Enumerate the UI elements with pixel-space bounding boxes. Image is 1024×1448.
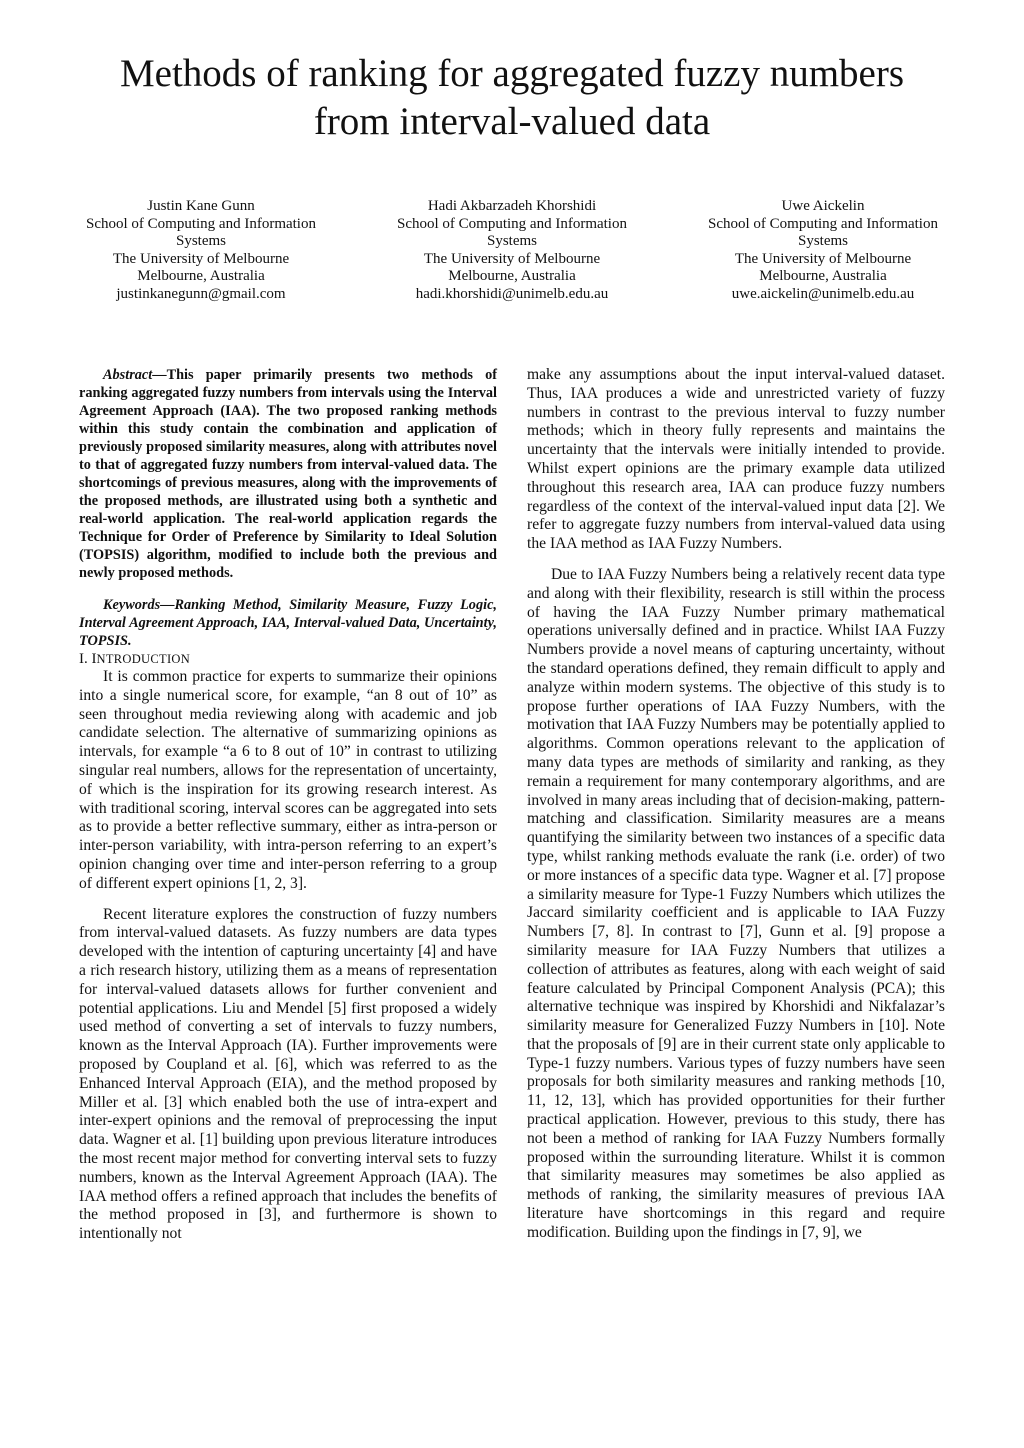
keywords-label: Keywords <box>103 597 161 613</box>
author-dept-cont: Systems <box>175 233 226 250</box>
abstract-label: Abstract <box>103 367 153 383</box>
intro-paragraph-2-cont: make any assumptions about the input interval-valued dataset. Thus, IAA produces a wide and unrestricted variety of fuzzy numbers in contrast to the previous interval to fuzzy number methods; which in theory fully represents and maintains the uncertainty that the intervals were initially intended to provide. Whilst expert opinions are the primary example data utilized throughout this research area, IAA can produce fuzzy numbers regardless of the context of the interval-valued input data [2]. We refer to aggregate fuzzy numbers from interval-valued data using the IAA method as IAA Fuzzy Numbers. <box>527 366 945 553</box>
author-dept: School of Computing and Information <box>708 215 938 232</box>
author-university: The University of Melbourne <box>423 250 601 267</box>
keywords-dash: — <box>160 597 175 613</box>
author-location: Melbourne, Australia <box>759 268 887 285</box>
author-location: Melbourne, Australia <box>137 268 265 285</box>
intro-paragraph-2: Recent literature explores the construction of fuzzy numbers from interval-valued datasets. As fuzzy numbers are data types developed with the intention of capturing uncertainty [4] and have a rich research history, utilizing them as a means of representation for interval-valued datasets allows for further convenient and potential applications. Liu and Mendel [5] first proposed a widely used method of converting a set of intervals to fuzzy numbers, known as the Interval Approach (IA). Further improvements were proposed by Coupland et al. [6], which was referred to as the Enhanced Interval Approach (EIA), and the method proposed by Miller et al. [3] which enabled both the use of intra-expert and inter-expert opinions and the removal of preprocessing the input data. Wagner et al. [1] building upon previous literature introduces the most recent major method for converting interval sets to fuzzy numbers, known as the Interval Agreement Approach (IAA). The IAA method offers a refined approach that includes the benefits of the method proposed in [3], and furthermore is shown to intentionally not <box>79 905 497 1243</box>
abstract-text: This paper primarily presents two methods of ranking aggregated fuzzy numbers from intervals using the Interval Agreement Approach (IAA). The two proposed ranking methods within this study contain the combination and application of previously proposed similarity measures, along with attributes novel to that of aggregated fuzzy numbers from interval-valued data. The shortcomings of previous measures, along with the improvements of the proposed methods, are illustrated using both a synthetic and real-world application. The real-world application regards the Technique for Order of Preference by Similarity to Ideal Solution (TOPSIS) algorithm, modified to include both the previous and newly proposed methods. <box>79 367 497 581</box>
right-column <box>527 366 945 1243</box>
title-line-2: from interval-valued data <box>313 100 711 143</box>
author-block <box>0 198 1024 310</box>
left-column <box>79 366 497 1244</box>
section-title-rest: NTRODUCTION <box>96 652 191 666</box>
author-2 <box>372 198 652 304</box>
author-dept: School of Computing and Information <box>86 215 316 232</box>
intro-paragraph-3: Due to IAA Fuzzy Numbers being a relatively recent data type and along with their flexibility, research is still within the process of having the IAA Fuzzy Number primary mathematical operations universally defined and in practice. Whilst IAA Fuzzy Numbers provide a novel means of capturing uncertainty, without the standard operations defined, they remain difficult to apply and analyze within modern systems. The objective of this study is to propose further operations of IAA Fuzzy Numbers, with the motivation that IAA Fuzzy Numbers may be potentially applied to algorithms. Common operations relevant to the application of many data types are methods of similarity and ranking, as they remain a requirement for many contemporary algorithms, and are involved in many areas including that of decision-making, pattern-matching and classification. Similarity measures are a means quantifying the similarity between two instances of a specific data type, whilst ranking methods evaluate the rank (i.e. order) of two or more instances of a specific data type. Wagner et al. [7] propose a similarity measure for Type-1 Fuzzy Numbers which utilizes the Jaccard similarity coefficient and is applicable to IAA Fuzzy Numbers [7, 8]. In contrast to [7], Gunn et al. [9] propose a similarity measure for IAA Fuzzy Numbers that utilizes a collection of attributes as features, along with each weight of said feature calculated by Principal Component Analysis (PCA); this alternative technique was inspired by Khorshidi and Nikfalazar’s similarity measure for Generalized Fuzzy Numbers in [10]. Note that the proposals of [9] are in their current state only applicable to Type-1 fuzzy numbers. Various types of fuzzy numbers have seen proposals for both similarity measures and ranking methods [10, 11, 12, 13], which has provided opportunities for their further practical application. However, previous to this study, there has not been a method of ranking for IAA Fuzzy Numbers formally proposed within the surrounding literature. Whilst it is common that similarity measures may sometimes be also applied as methods of ranking, the similarity measures of previous IAA literature have shortcomings in this regard and require modification. Building upon the findings in [7, 9], we <box>527 565 945 1241</box>
abstract <box>79 366 497 582</box>
author-university: The University of Melbourne <box>734 250 912 267</box>
author-location: Melbourne, Australia <box>448 268 576 285</box>
author-email: uwe.aickelin@unimelb.edu.au <box>731 285 915 302</box>
abstract-dash: — <box>152 367 167 383</box>
author-email: hadi.khorshidi@unimelb.edu.au <box>415 285 609 302</box>
author-dept-cont: Systems <box>797 233 848 250</box>
section-title-initial: I <box>91 651 97 667</box>
intro-paragraph-1: It is common practice for experts to summarize their opinions into a single numerical score, for example, “an 8 out of 10” as seen throughout media reviewing along with academic and job candidate selection. The alternative of summarizing opinions as intervals, for example “a 6 to 8 out of 10” in contrast to utilizing singular real numbers, allows for the representation of uncertainty, of which is the inspiration for its growing research interest. As with traditional scoring, interval scores can be aggregated into sets as to provide a better reflective summary, either as intra-person or inter-person variability, with intra-person referring to an expert’s opinion changing over time and inter-person referring to a group of different expert opinions [1, 2, 3]. <box>79 668 497 892</box>
paper-title <box>40 50 984 146</box>
author-name: Uwe Aickelin <box>781 198 865 214</box>
author-dept-cont: Systems <box>486 233 537 250</box>
keywords <box>79 596 497 650</box>
author-email: justinkanegunn@gmail.com <box>116 285 286 302</box>
author-1 <box>61 198 341 304</box>
author-name: Justin Kane Gunn <box>147 198 255 214</box>
author-dept: School of Computing and Information <box>397 215 627 232</box>
section-heading-introduction <box>79 650 497 668</box>
author-3 <box>683 198 963 304</box>
section-number: I. <box>79 651 88 667</box>
title-line-1: Methods of ranking for aggregated fuzzy numbers <box>119 52 905 95</box>
keywords-text: Ranking Method, Similarity Measure, Fuzzy Logic, Interval Agreement Approach, IAA, Interval-valued Data, Uncertainty, TOPSIS. <box>79 597 497 649</box>
author-name: Hadi Akbarzadeh Khorshidi <box>427 198 597 214</box>
author-university: The University of Melbourne <box>112 250 290 267</box>
